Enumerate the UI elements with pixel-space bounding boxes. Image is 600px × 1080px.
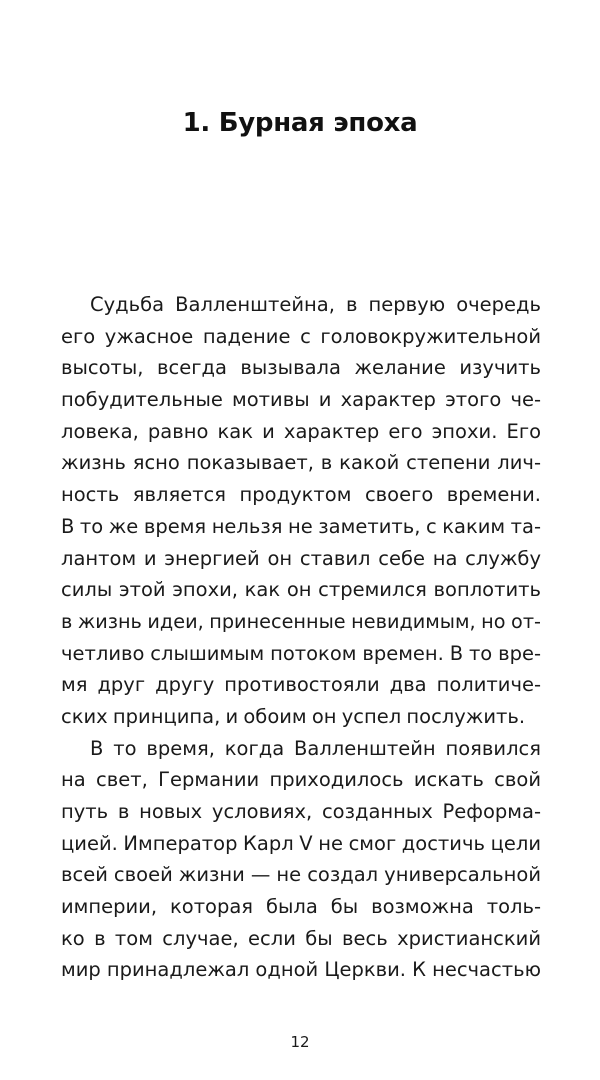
text-line: ность является продуктом своего времени.	[61, 483, 541, 507]
text-line: империи, которая была бы возможна толь-	[61, 895, 541, 919]
text-line: силы этой эпохи, как он стремился воплотить	[61, 578, 541, 602]
text-line: высоты, всегда вызывала желание изучить	[61, 356, 541, 380]
text-line: ловека, равно как и характер его эпохи. Его	[61, 419, 541, 443]
text-line: мир принадлежал одной Церкви. К несчастью	[61, 958, 541, 982]
text-line: Судьба Валленштейна, в первую очередь	[90, 293, 541, 316]
text-line: лантом и энергией он ставил себе на службу	[61, 546, 541, 570]
text-line: четливо слышимым потоком времен. В то вре-	[61, 641, 541, 665]
text-line: всей своей жизни — не создал универсальной	[61, 863, 541, 887]
text-line: на свет, Германии приходилось искать свой	[61, 768, 541, 792]
text-line: мя друг другу противостояли два политиче-	[61, 673, 541, 697]
text-line: в жизнь идеи, принесенные невидимым, но от-	[61, 609, 541, 633]
text-line: В то время, когда Валленштейн появился	[90, 736, 541, 760]
text-line: побудительные мотивы и характер этого че-	[61, 388, 541, 412]
body-text	[61, 289, 541, 986]
text-line: его ужасное падение с головокружительной	[61, 324, 541, 348]
page-number: 12	[290, 1033, 310, 1051]
text-line: жизнь ясно показывает, в какой степени лич-	[61, 451, 541, 475]
text-line: путь в новых условиях, созданных Реформа-	[61, 800, 541, 823]
text-line: В то же время нельзя не заметить, с каким та-	[61, 514, 541, 538]
text-line: ко в том случае, если бы весь христианский	[61, 926, 541, 950]
text-line: цией. Император Карл V не смог достичь цели	[61, 831, 541, 855]
text-line: ских принципа, и обоим он успел послужить.	[61, 704, 526, 728]
chapter-title: 1. Бурная эпоха	[182, 108, 418, 138]
